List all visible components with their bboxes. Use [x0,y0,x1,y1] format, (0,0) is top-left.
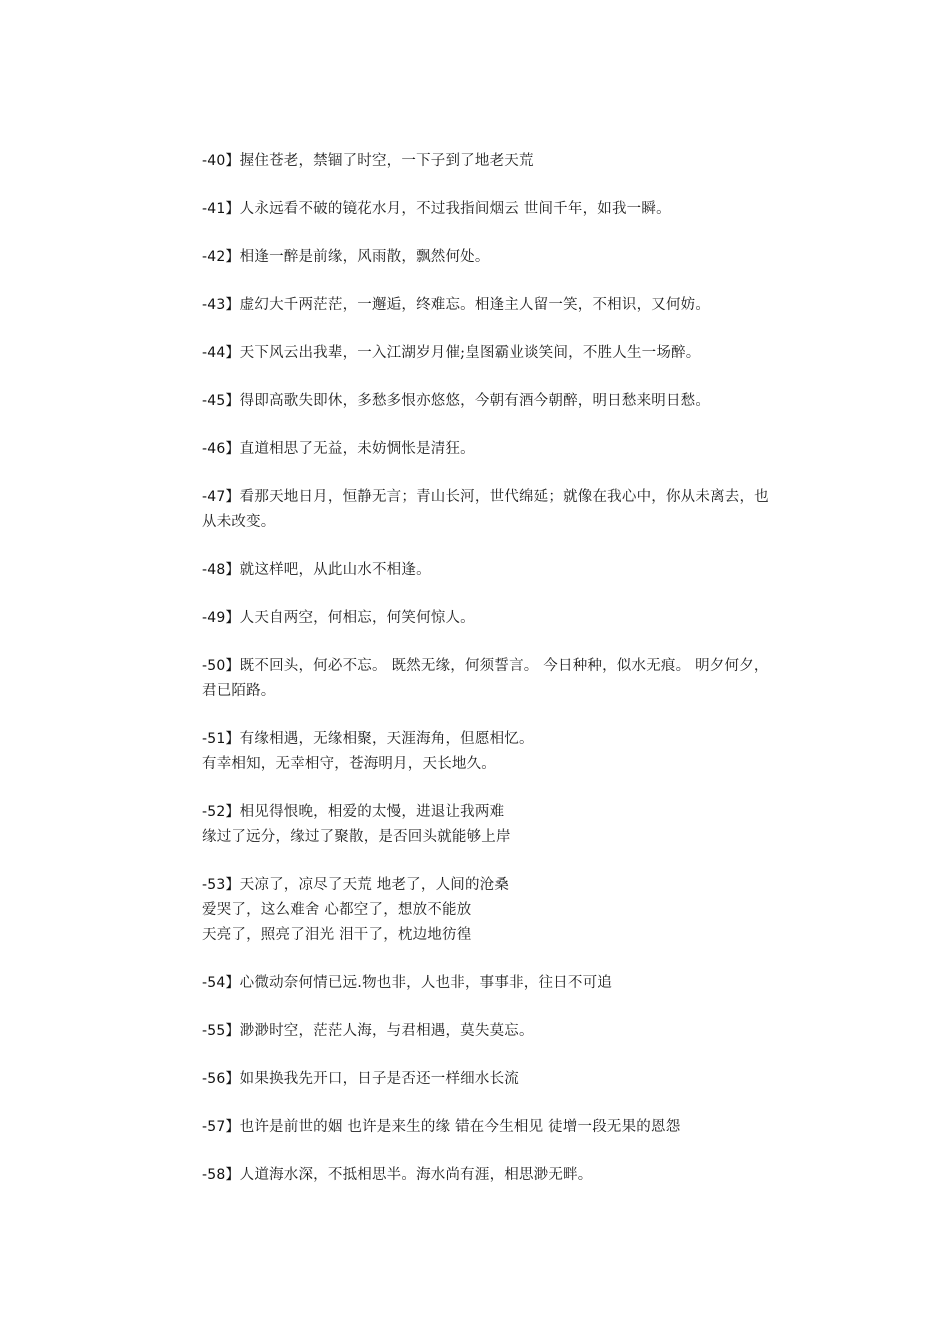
quote-text: 人天自两空，何相忘，何笑何惊人。 [239,610,475,626]
quote-line [202,149,812,174]
quote-number: -45】 [202,393,240,409]
quote-number: -48】 [202,562,240,578]
quote-text: 人道海水深，不抵相思半。海水尚有涯，相思渺无畔。 [239,1167,593,1183]
quote-line [202,197,812,222]
quote-entry [202,197,812,222]
quote-entry [202,800,812,850]
quote-entry [202,727,812,777]
quote-line [202,437,812,462]
quote-entry [202,1019,812,1044]
quote-line [202,558,812,583]
quote-line [202,389,812,414]
quote-text: 君已陌路。 [202,683,276,699]
quote-text: 如果换我先开口，日子是否还一样细水长流 [239,1071,519,1087]
quote-text: 相逢一醉是前缘，风雨散，飘然何处。 [239,249,490,265]
quote-entry [202,341,812,366]
quote-number: -53】 [202,877,240,893]
quote-text: 既不回头，何必不忘。 既然无缘，何须誓言。 今日种种，似水无痕。 明夕何夕， [239,658,769,674]
quote-line [202,293,812,318]
quote-text: 天亮了，照亮了泪光 泪干了，枕边地彷徨 [202,927,472,943]
quote-number: -56】 [202,1071,240,1087]
quote-text: 有幸相知，无幸相守，苍海明月，天长地久。 [202,756,496,772]
quote-line [202,245,812,270]
quote-text: 爱哭了，这么难舍 心都空了，想放不能放 [202,902,472,918]
quote-text: 心微动奈何情已远.物也非，人也非，事事非，往日不可追 [239,975,612,991]
quote-entry [202,606,812,631]
quote-entry [202,437,812,462]
quote-line [202,752,812,777]
quote-text: 就这样吧，从此山水不相逢。 [239,562,431,578]
quote-number: -57】 [202,1119,240,1135]
quote-line [202,485,812,510]
quote-text: 直道相思了无益，未妨惆怅是清狂。 [239,441,475,457]
quote-entry [202,245,812,270]
quote-entry [202,971,812,996]
quote-entry [202,293,812,318]
quote-line [202,898,812,923]
quote-text: 人永远看不破的镜花水月，不过我指间烟云 世间千年，如我一瞬。 [239,201,671,217]
quote-line [202,510,812,535]
quote-number: -58】 [202,1167,240,1183]
quote-text: 也许是前世的姻 也许是来生的缘 错在今生相见 徒增一段无果的恩怨 [239,1119,681,1135]
quote-line [202,1115,812,1140]
quote-number: -51】 [202,731,240,747]
quote-number: -52】 [202,804,240,820]
quote-text: 天凉了，凉尽了天荒 地老了，人间的沧桑 [239,877,510,893]
quote-number: -46】 [202,441,240,457]
quote-line [202,971,812,996]
quote-text: 从未改变。 [202,514,276,530]
quote-line [202,679,812,704]
quote-text: 渺渺时空，茫茫人海，与君相遇，莫失莫忘。 [239,1023,534,1039]
quote-line [202,341,812,366]
quote-list [202,149,812,1211]
quote-number: -41】 [202,201,240,217]
quote-number: -42】 [202,249,240,265]
quote-number: -54】 [202,975,240,991]
quote-line [202,1163,812,1188]
quote-line [202,825,812,850]
quote-entry [202,1067,812,1092]
quote-text: 缘过了远分，缘过了聚散，是否回头就能够上岸 [202,829,511,845]
quote-text: 相见得恨晚，相爱的太慢，进退让我两难 [239,804,505,820]
quote-text: 看那天地日月，恒静无言；青山长河，世代绵延；就像在我心中，你从未离去，也 [239,489,769,505]
quote-number: -55】 [202,1023,240,1039]
quote-line [202,923,812,948]
quote-line [202,1067,812,1092]
quote-number: -47】 [202,489,240,505]
quote-line [202,873,812,898]
quote-text: 握住苍老，禁锢了时空，一下子到了地老天荒 [239,153,534,169]
quote-number: -49】 [202,610,240,626]
quote-entry [202,485,812,535]
quote-text: 得即高歌失即休，多愁多恨亦悠悠，今朝有酒今朝醉，明日愁来明日愁。 [239,393,711,409]
quote-entry [202,558,812,583]
quote-entry [202,873,812,948]
quote-number: -43】 [202,297,240,313]
quote-line [202,727,812,752]
quote-line [202,1019,812,1044]
quote-text: 有缘相遇，无缘相聚，天涯海角，但愿相忆。 [239,731,534,747]
quote-number: -50】 [202,658,240,674]
quote-entry [202,1115,812,1140]
quote-entry [202,1163,812,1188]
quote-text: 天下风云出我辈，一入江湖岁月催;皇图霸业谈笑间，不胜人生一场醉。 [239,345,701,361]
quote-text: 虚幻大千两茫茫，一邂逅，终难忘。相逢主人留一笑，不相识，又何妨。 [239,297,711,313]
quote-number: -40】 [202,153,240,169]
quote-entry [202,654,812,704]
quote-line [202,800,812,825]
quote-entry [202,389,812,414]
quote-line [202,654,812,679]
quote-entry [202,149,812,174]
quote-line [202,606,812,631]
quote-number: -44】 [202,345,240,361]
